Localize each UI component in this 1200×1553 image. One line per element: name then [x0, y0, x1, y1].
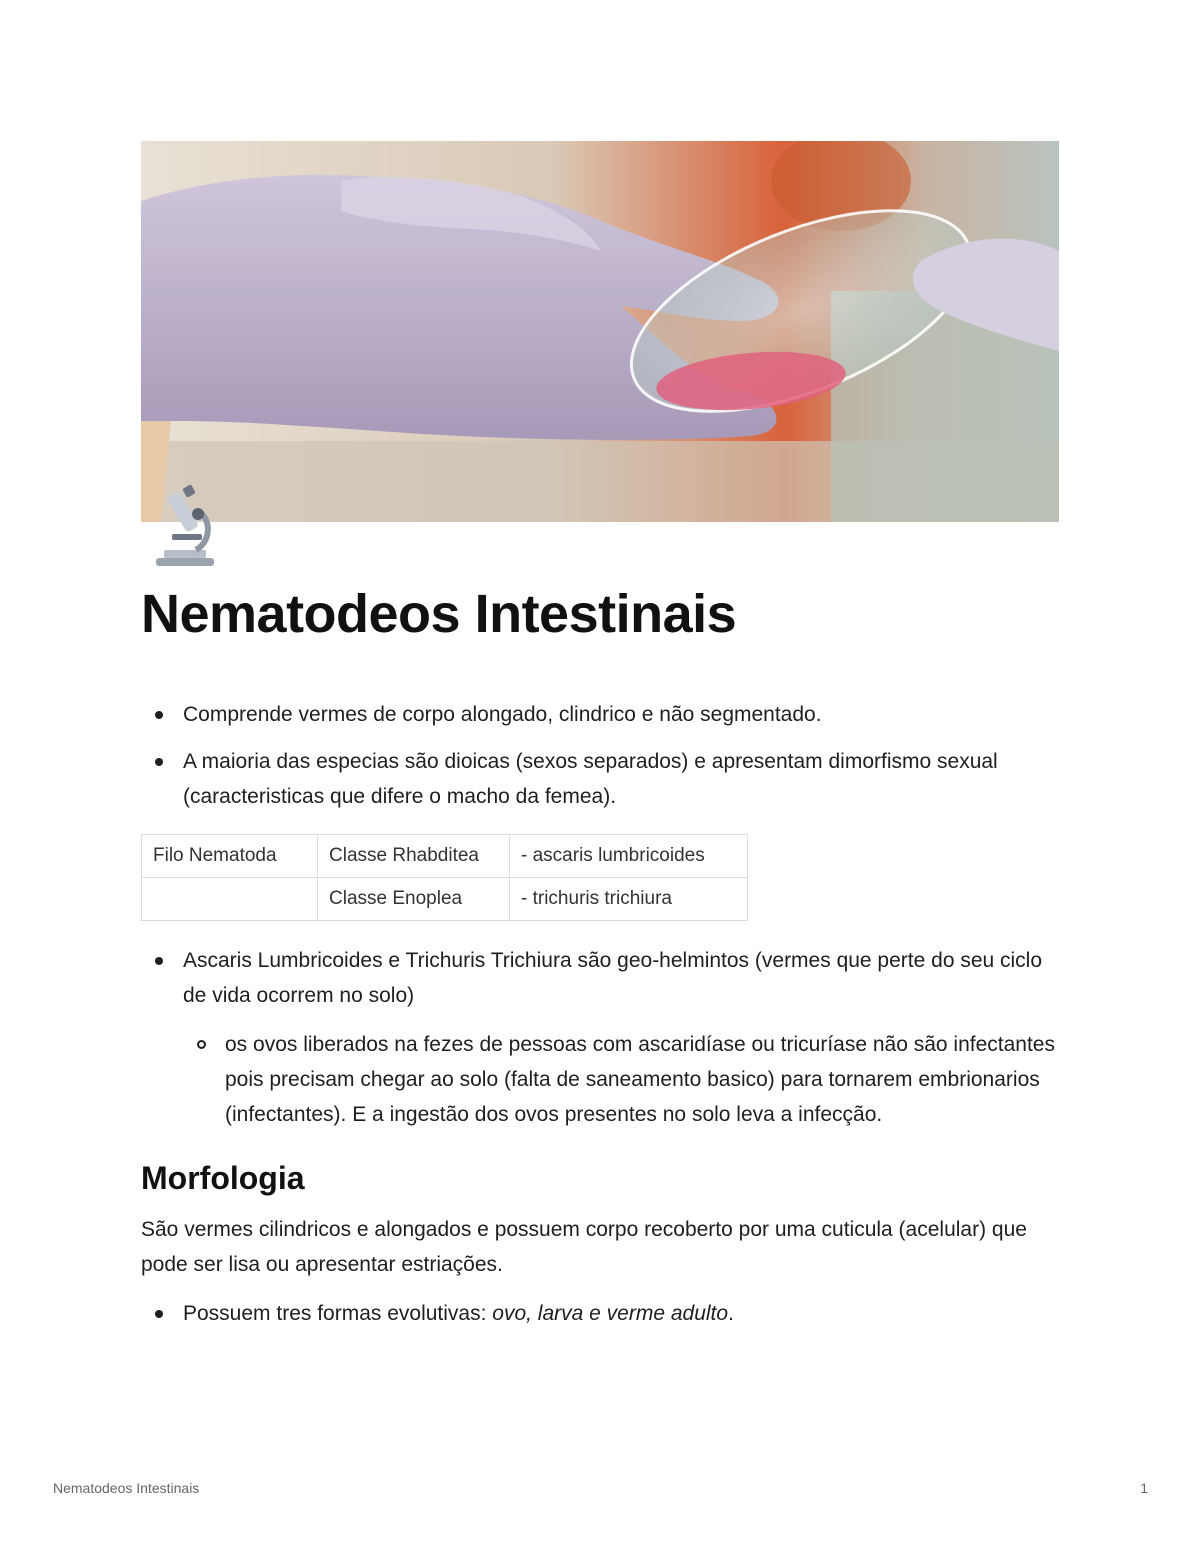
table-row — [142, 835, 748, 878]
footer-page-number: 1 — [1140, 1480, 1148, 1496]
bullet-suffix: . — [728, 1302, 734, 1325]
geo-helminth-list — [141, 943, 1061, 1132]
cover-illustration — [141, 141, 1059, 522]
page-content — [141, 697, 1061, 1343]
morfologia-paragraph: São vermes cilindricos e alongados e possuem corpo recoberto por uma cuticula (acelular) que pode ser lisa ou apresentar estriações. — [141, 1218, 1027, 1276]
morfologia-list — [141, 1296, 1061, 1331]
table-cell: - trichuris trichiura — [510, 878, 748, 921]
table-row — [142, 878, 748, 921]
list-item — [141, 943, 1061, 1132]
table-cell: - ascaris lumbricoides — [510, 835, 748, 878]
list-item: Comprende vermes de corpo alongado, clindrico e não segmentado. — [141, 697, 1061, 732]
list-item: A maioria das especias são dioicas (sexos separados) e apresentam dimorfismo sexual (caracteristicas que difere o macho da femea). — [141, 744, 1061, 814]
cover-image — [141, 141, 1059, 522]
classification-table — [141, 834, 748, 921]
intro-list — [141, 697, 1061, 814]
list-item — [141, 1296, 1061, 1331]
sub-list — [183, 1027, 1061, 1132]
microscope-icon — [150, 484, 222, 570]
page-title: Nematodeos Intestinais — [141, 584, 737, 644]
bullet-italic: ovo, larva e verme adulto — [492, 1302, 729, 1325]
table-cell — [142, 878, 318, 921]
table-cell: Classe Enoplea — [318, 878, 510, 921]
footer-doc-title: Nematodeos Intestinais — [53, 1480, 200, 1496]
bullet-prefix: Possuem tres formas evolutivas: — [183, 1302, 493, 1325]
table-cell: Classe Rhabditea — [318, 835, 510, 878]
section-heading-morfologia: Morfologia — [141, 1160, 305, 1196]
list-item-text: Ascaris Lumbricoides e Trichuris Trichiura são geo-helmintos (vermes que perte do seu ciclo de vida ocorrem no solo) — [183, 949, 1043, 1007]
table-cell: Filo Nematoda — [142, 835, 318, 878]
sub-list-item: os ovos liberados na fezes de pessoas com ascaridíase ou tricuríase não são infectantes pois precisam chegar ao solo (falta de saneamento basico) para tornarem embrionarios (infectantes). E a ingestão dos ovos presentes no solo leva a infecção. — [183, 1027, 1061, 1132]
